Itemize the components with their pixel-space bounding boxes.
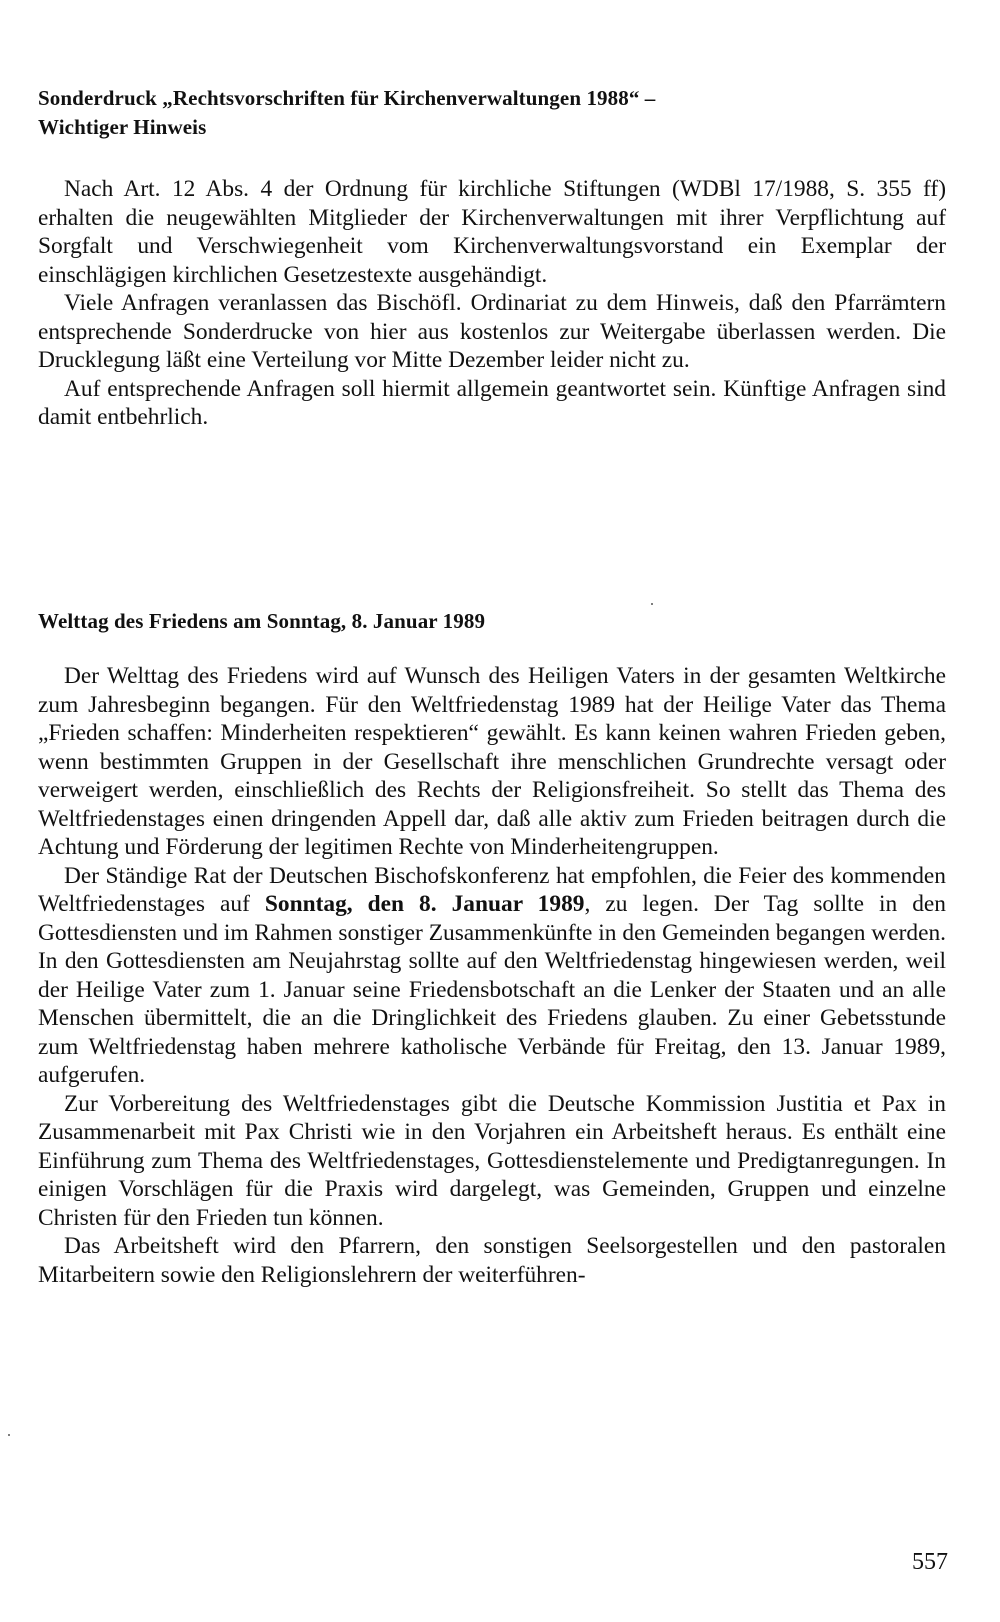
section-welttag bbox=[38, 607, 946, 1290]
page-number: 557 bbox=[912, 1549, 948, 1575]
paragraph: Viele Anfragen veranlassen das Bischöfl. Ordinariat zu dem Hinweis, daß den Pfarrämtern entsprechende Sonderdrucke von hier aus kostenlos zur Weitergabe überlassen werden. Die Drucklegung läßt eine Verteilung vor Mitte Dezember leider nicht zu. bbox=[38, 290, 946, 373]
section-title-sonderdruck bbox=[38, 84, 946, 141]
section-title-line: Sonderdruck „Rechtsvorschriften für Kirchenverwaltungen 1988“ – bbox=[38, 86, 656, 110]
section-title-welttag: Welttag des Friedens am Sonntag, 8. Januar 1989 bbox=[38, 608, 486, 633]
paragraph: Zur Vorbereitung des Weltfriedenstages gibt die Deutsche Kommission Justitia et Pax in Zusammenarbeit mit Pax Christi wie in den Vorjahren ein Arbeitsheft heraus. Es enthält eine Einführung zum Thema des Weltfriedenstages, Gottesdienstelemente und Predigtanregungen. In einigen Vorschlägen für die Praxis wird dargelegt, was Gemeinden, Gruppen und einzelne Christen für den Frieden tun können. bbox=[38, 1090, 946, 1231]
paragraph: Auf entsprechende Anfragen soll hiermit allgemein geantwortet sein. Künftige Anfragen sind damit entbehrlich. bbox=[38, 375, 946, 430]
paragraph: Das Arbeitsheft wird den Pfarrern, den sonstigen Seelsorgestellen und den pastoralen Mitarbeitern sowie den Religionslehrern der weiterführen- bbox=[38, 1233, 946, 1288]
document-page bbox=[38, 84, 946, 1289]
section-sonderdruck bbox=[38, 84, 946, 432]
paragraph: Der Welttag des Friedens wird auf Wunsch des Heiligen Vaters in der gesamten Weltkirche zum Jahresbeginn begangen. Für den Weltfriedenstag 1989 hat der Heilige Vater das Thema „Frieden schaffen: Minderheiten respektieren“ gewählt. Es kann keinen wahren Frieden geben, wenn bestimmten Gruppen in der Gesellschaft ihre menschlichen Grundrechte versagt oder verweigert werden, einschließlich des Rechts der Religionsfreiheit. So stellt das Thema des Weltfriedenstages einen dringenden Appell dar, daß alle aktiv zum Frieden beitragen durch die Achtung und Förderung der legitimen Rechte von Minderheitengruppen. bbox=[38, 663, 946, 860]
highlighted-date: Sonntag, den 8. Januar 1989 bbox=[264, 891, 585, 917]
paragraph bbox=[38, 862, 946, 1090]
paragraph-text: , zu legen. Der Tag sollte in den Gottesdiensten und im Rahmen sonstiger Zusammenkünfte in den Gemeinden begangen werden. In den Gottesdiensten am Neujahrstag sollte auf den Weltfriedenstag hingewiesen werden, weil der Heilige Vater zum 1. Januar seine Friedensbotschaft an die Lenker der Staaten und an alle Menschen übermittelt, die an die Dringlichkeit des Friedens glauben. Zu einer Gebetsstunde zum Weltfriedenstag haben mehrere katholische Verbände für Freitag, den 13. Januar 1989, aufgerufen. bbox=[38, 891, 946, 1088]
section-title-line: Wichtiger Hinweis bbox=[38, 114, 207, 139]
scan-speck bbox=[8, 1434, 10, 1436]
scan-speck bbox=[651, 603, 653, 605]
paragraph-text: Der Ständige Rat der Deutschen Bischofskonferenz hat empfohlen, die Feier des kommenden Weltfriedenstages auf bbox=[38, 862, 946, 917]
paragraph: Nach Art. 12 Abs. 4 der Ordnung für kirchliche Stiftungen (WDBl 17/1988, S. 355 ff) erhalten die neugewählten Mitglieder der Kirchenverwaltungen mit ihrer Verpflichtung auf Sorgfalt und Verschwiegenheit vom Kirchenverwaltungsvorstand ein Exemplar der einschlägigen kirchlichen Gesetzestexte ausgehändigt. bbox=[38, 176, 946, 288]
